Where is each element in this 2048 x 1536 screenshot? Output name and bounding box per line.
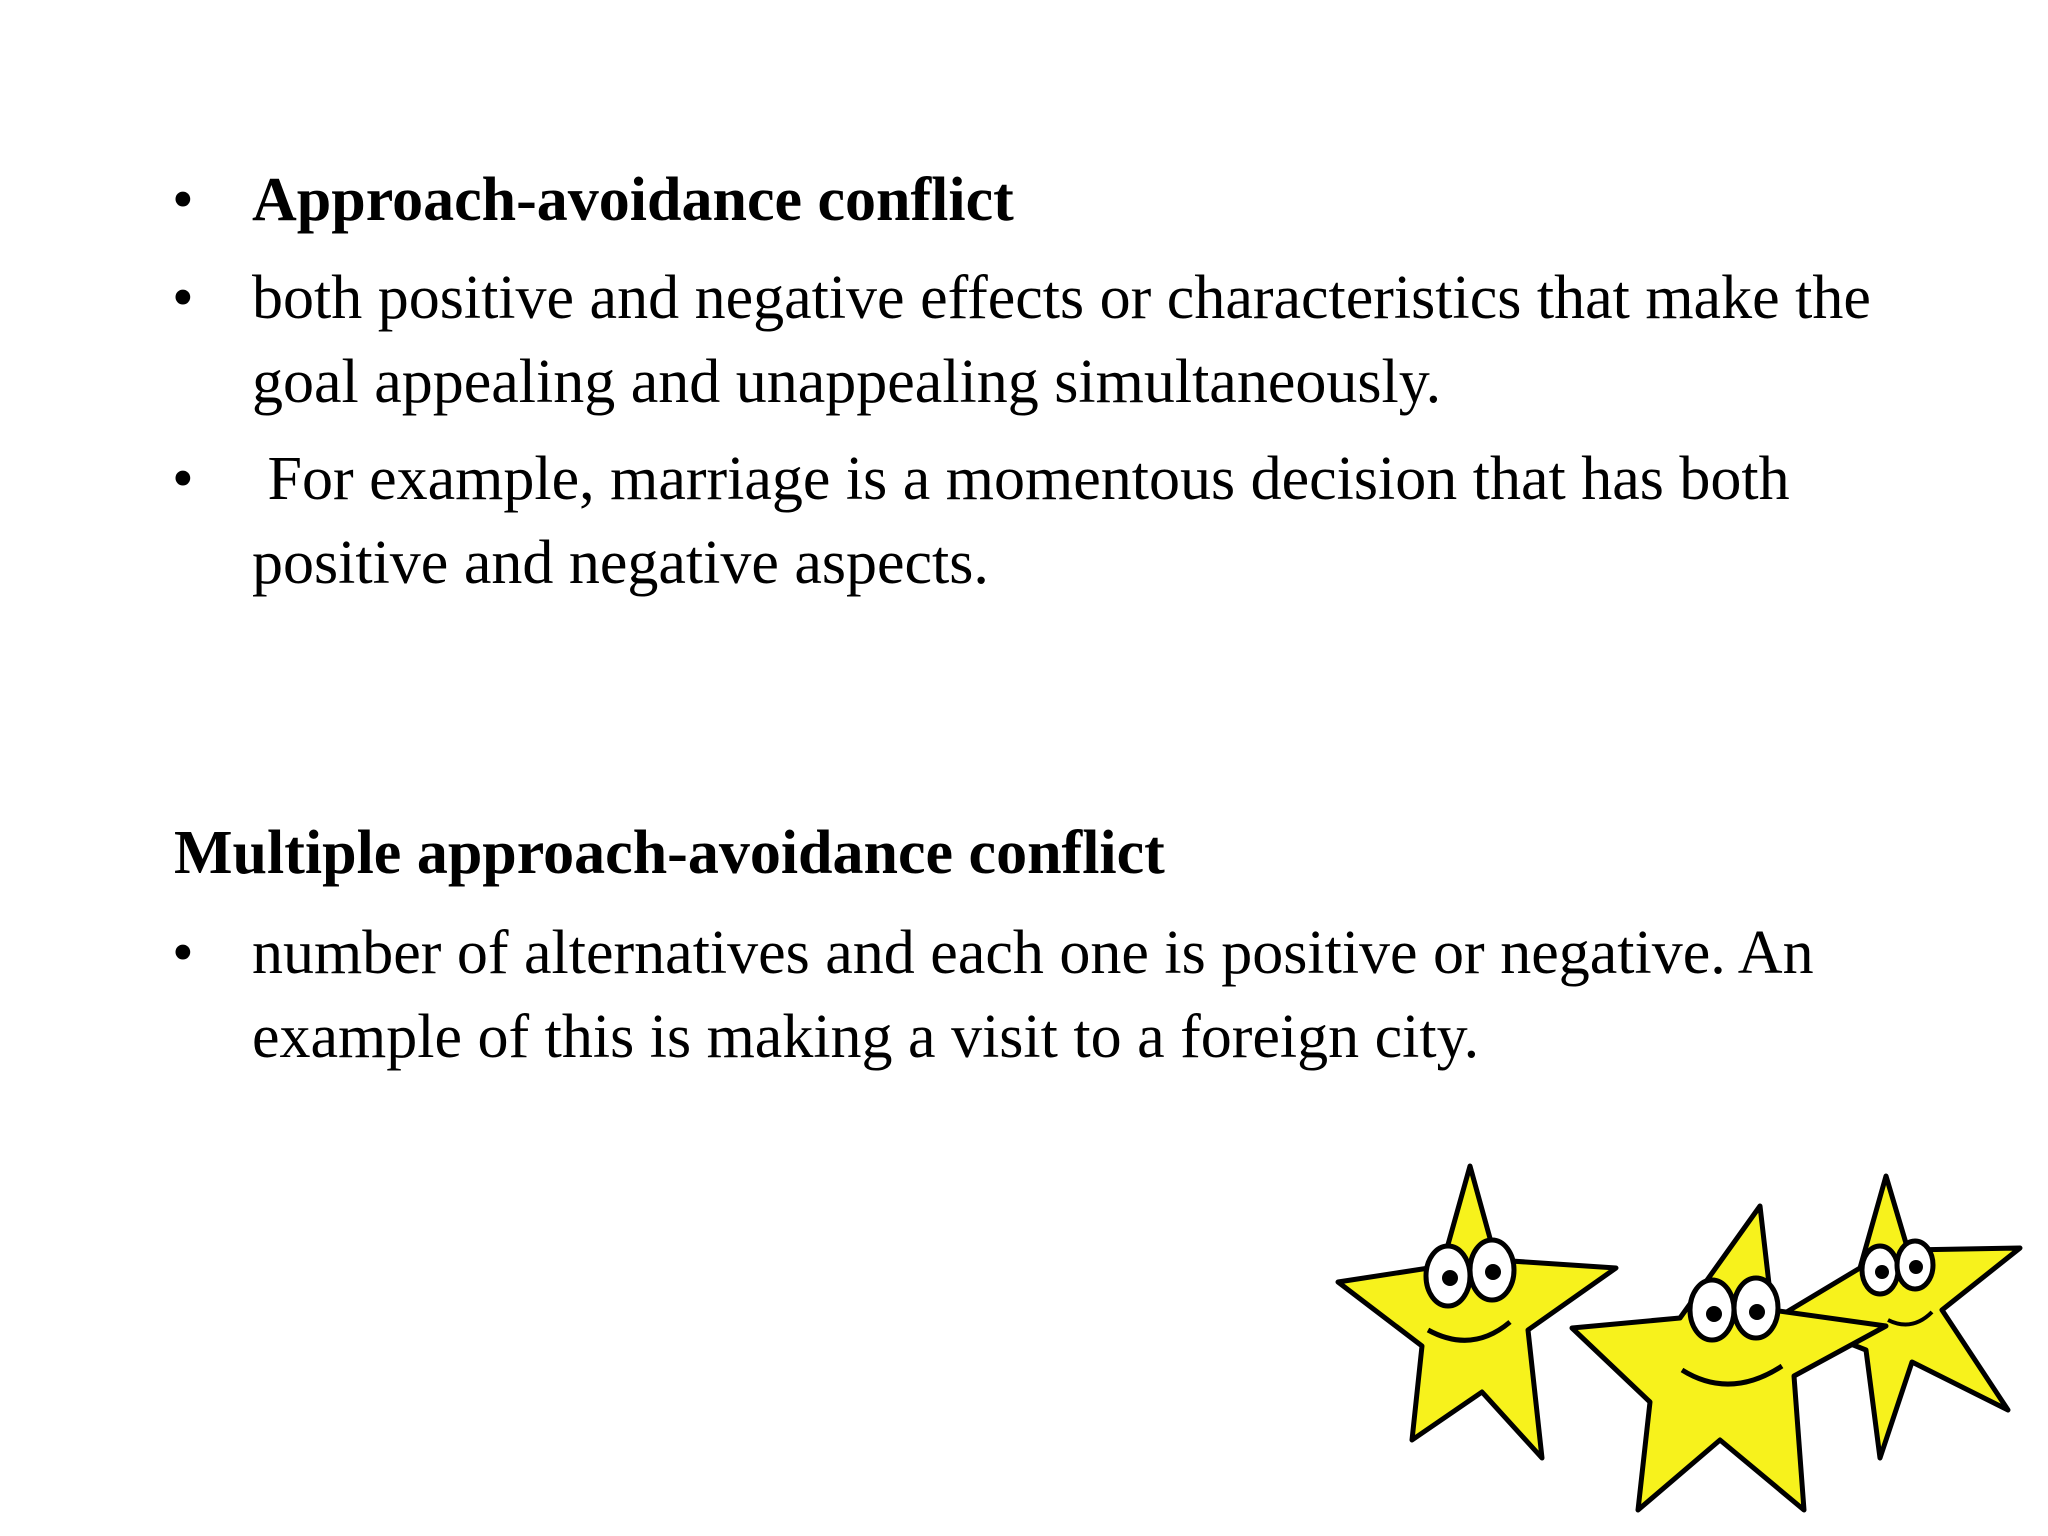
- star-icon: [1338, 1166, 1616, 1458]
- bullet-icon: •: [172, 445, 194, 513]
- bullet-icon: •: [172, 166, 194, 234]
- bullet-text: For example, marriage is a momentous decision that has both positive and negative aspects.: [252, 445, 1806, 597]
- bullet-text: both positive and negative effects or characteristics that make the goal appealing and unappealing simultaneously.: [252, 264, 1887, 416]
- bullet-icon: •: [172, 264, 194, 332]
- section1-title: Approach-avoidance conflict: [252, 166, 1014, 234]
- star-icon: [1572, 1206, 1886, 1510]
- bullet-icon: •: [172, 919, 194, 987]
- section2-title: Multiple approach-avoidance conflict: [174, 819, 1165, 887]
- bullet-text: number of alternatives and each one is positive or negative. An example of this is making a visit to a foreign city.: [252, 919, 1830, 1071]
- smiling-stars-icon: [1320, 1140, 2048, 1536]
